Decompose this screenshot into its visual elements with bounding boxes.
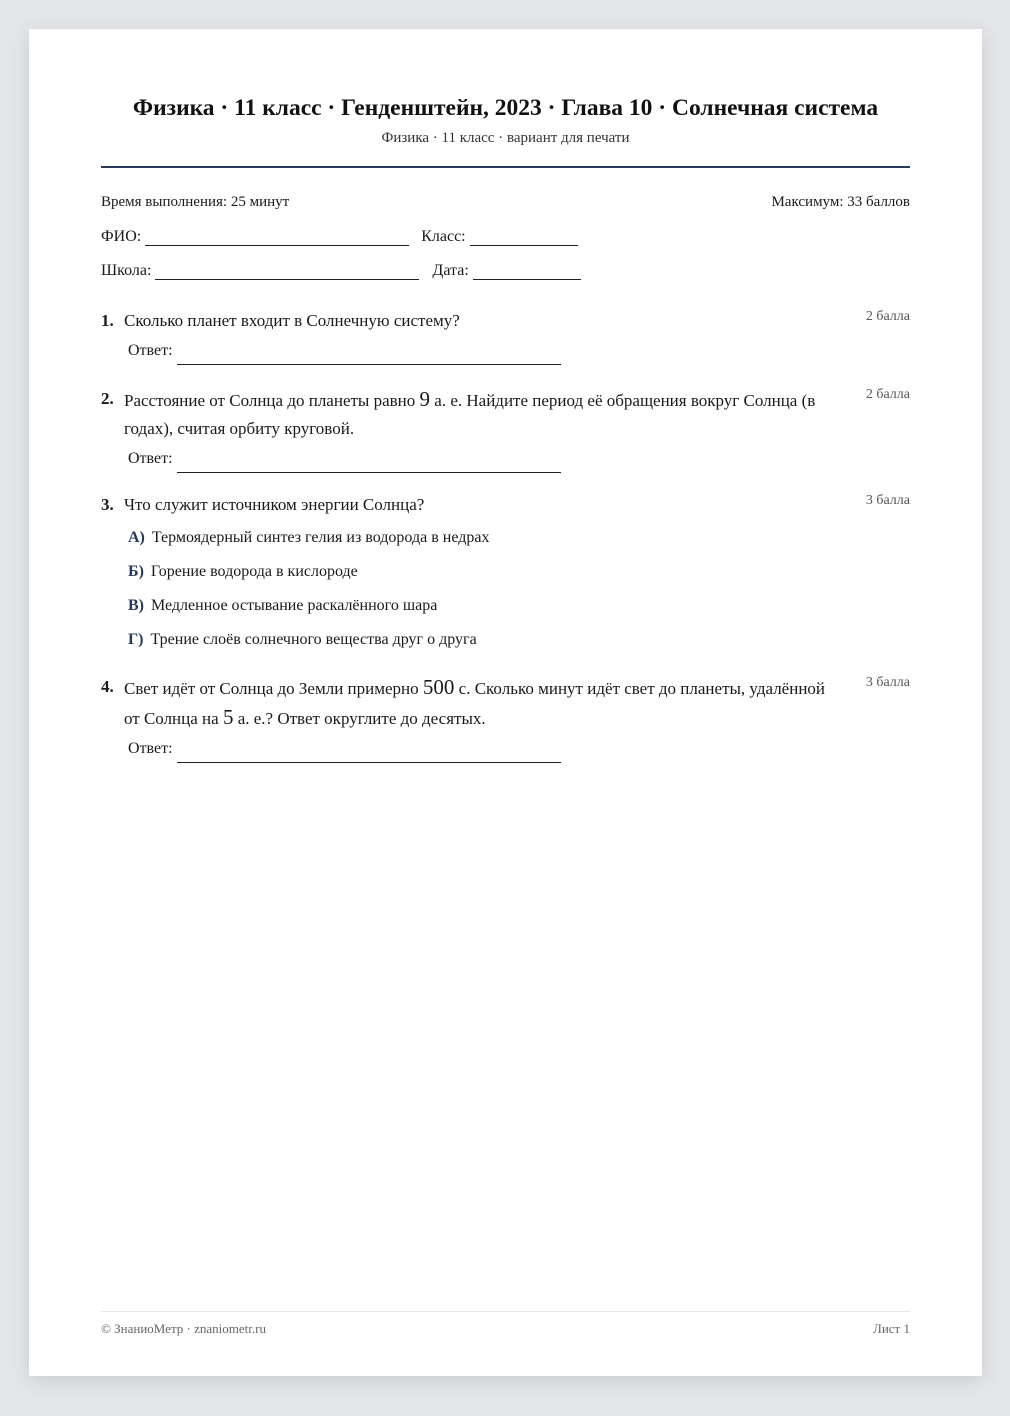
answer-label: Ответ: [128,450,173,467]
fio-field[interactable] [145,230,409,246]
answer-label: Ответ: [128,740,173,757]
question-4 [101,673,910,763]
option-g[interactable] [128,623,910,657]
date-label: Дата: [432,262,469,279]
question-number: 4. [101,677,114,696]
max-score: Максимум: 33 баллов [771,194,910,210]
page-footer [101,1311,910,1337]
school-field[interactable] [155,264,419,280]
question-text-part: а. е. Найдите период её обращения вокруг Солнца (в годах), считая орбиту круговой. [124,391,816,438]
answer-row [128,741,910,763]
option-letter: А) [128,529,145,546]
answer-row [128,343,910,365]
question-text-part: с. Сколько минут идёт свет до планеты, удалённой от Солнца на [124,679,826,728]
option-b[interactable] [128,555,910,589]
option-text: Горение водорода в кислороде [150,563,358,580]
question-text: Что служит источником энергии Солнца? [124,495,425,514]
question-text [124,673,866,733]
answer-field[interactable] [177,747,561,763]
distance-value: 9 [419,387,431,411]
date-field[interactable] [473,264,581,280]
option-v[interactable] [128,589,910,623]
option-letter: Г) [128,631,144,648]
class-field[interactable] [470,230,578,246]
page-title: Физика · 11 класс · Генденштейн, 2023 · Глава 10 · Солнечная система [132,95,879,121]
answer-label: Ответ: [128,342,173,359]
option-text: Медленное остывание раскалённого шара [151,597,438,614]
question-text-part: а. е.? Ответ округлите до десятых. [233,709,486,728]
question-text-part: Свет идёт от Солнца до Земли примерно [124,679,423,698]
distance-value: 5 [222,705,234,729]
option-letter: Б) [128,563,144,580]
class-label: Класс: [421,228,466,245]
question-2 [101,385,910,473]
question-points: 2 балла [865,387,910,402]
answer-field[interactable] [177,457,561,473]
sheet-number: Лист 1 [873,1321,910,1336]
school-date-row [101,259,910,280]
time-limit: Время выполнения: 25 минут [101,194,290,210]
question-text [124,385,866,443]
option-a[interactable] [128,521,910,555]
question-number: 2. [101,389,114,408]
question-1 [101,307,910,365]
answer-field[interactable] [177,349,561,365]
option-text: Термоядерный синтез гелия из водорода в недрах [151,529,490,546]
question-points: 2 балла [865,309,910,324]
option-letter: В) [128,597,144,614]
question-number: 3. [101,495,114,514]
time-value: 500 [422,675,455,699]
header-divider [101,166,910,168]
question-text: Сколько планет входит в Солнечную систему? [124,311,460,330]
question-3 [101,491,910,657]
answer-row [128,451,910,473]
fio-label: ФИО: [101,228,142,245]
page-subtitle: Физика · 11 класс · вариант для печати [381,130,630,146]
option-text: Трение слоёв солнечного вещества друг о друга [150,631,477,648]
school-label: Школа: [101,262,152,279]
question-points: 3 балла [865,493,910,508]
question-text-part: Расстояние от Солнца до планеты равно [124,391,420,410]
page-header [101,93,910,148]
worksheet-page [29,29,982,1376]
fio-class-row [101,225,910,246]
question-points: 3 балла [865,675,910,690]
copyright: © ЗнаниоМетр · znaniometr.ru [101,1321,266,1336]
meta-row [101,192,910,212]
question-number: 1. [101,311,114,330]
meta-block [101,192,910,280]
